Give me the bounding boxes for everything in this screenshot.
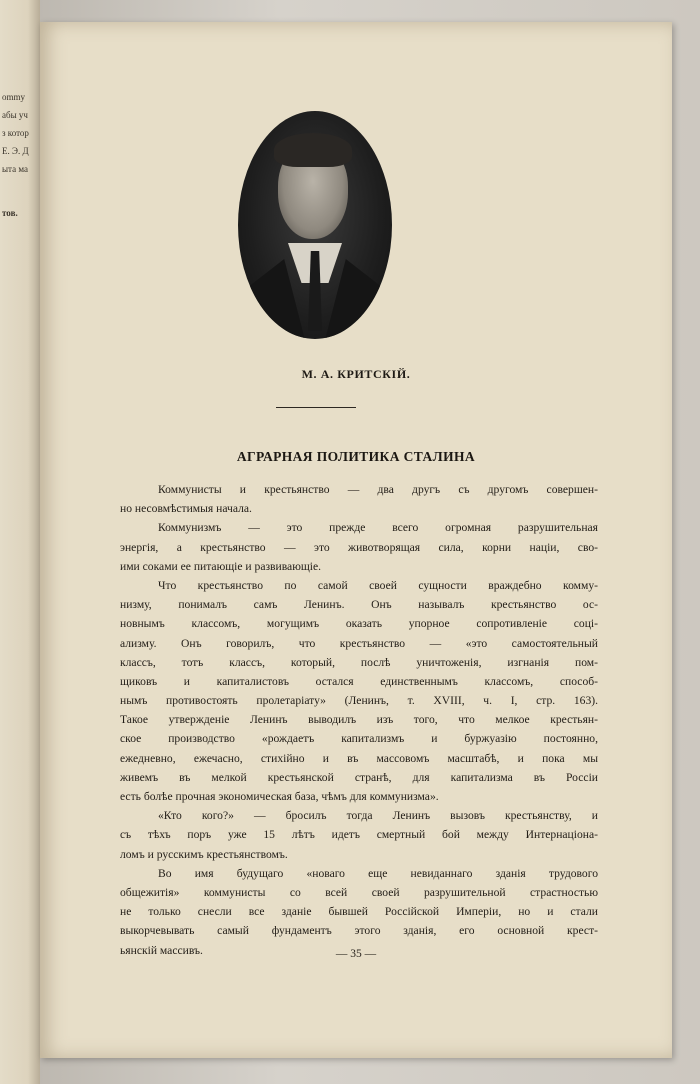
paragraph-line: классъ, тотъ классъ, который, послѣ уничтоженія, изгнанія пом-: [120, 655, 598, 669]
portrait-hair: [274, 133, 352, 167]
paragraph-line: но несовмѣстимыя начала.: [120, 502, 252, 516]
paragraph-line: съ тѣхъ поръ уже 15 лѣтъ идетъ смертный бой между Интернаціона-: [120, 828, 598, 842]
paragraph-line: ское производство «рождаетъ капитализмъ и буржуазію постоянно,: [120, 732, 598, 746]
adjacent-page-edge: [0, 0, 40, 1084]
paragraph-line: Такое утвержденіе Ленинъ выводилъ изъ того, что мелкое крестьян-: [120, 713, 598, 727]
adjacent-page-text-fragment: Е. Э. Д: [2, 146, 29, 156]
paragraph-line: ализму. Онъ говорилъ, что крестьянство — «это самостоятельный: [120, 636, 598, 650]
adjacent-page-text-fragment: ыта ма: [2, 164, 28, 174]
divider-rule: [276, 407, 356, 408]
paragraph-line: низму, понималъ самъ Ленинъ. Онъ называлъ крестьянство ос-: [120, 598, 598, 612]
paragraph-line: ломъ и русскимъ крестьянствомъ.: [120, 847, 288, 861]
article-title: АГРАРНАЯ ПОЛИТИКА СТАЛИНА: [236, 449, 476, 464]
paragraph-line: Коммунисты и крестьянство — два другъ съ другомъ совершен-: [158, 483, 598, 496]
paragraph-line: Что крестьянство по самой своей сущности враждебно комму-: [158, 578, 598, 592]
portrait-photo: [238, 111, 392, 339]
paragraph-line: щиковъ и капиталистовъ остался единственнымъ классомъ, способ-: [120, 674, 598, 688]
paragraph-line: общежитія» коммунисты со всей своей разрушительной страстностью: [120, 885, 598, 899]
adjacent-page-text-fragment: абы уч: [2, 110, 28, 120]
adjacent-page-text-fragment: з котор: [2, 128, 29, 138]
paragraph-line: нымъ противостоять пролетаріату» (Ленинъ, т. XVIII, ч. I, стр. 163).: [120, 694, 598, 708]
portrait-caption: М. А. КРИТСКІЙ.: [301, 367, 411, 381]
paragraph-line: есть болѣе прочная экономическая база, чѣмъ для коммунизма».: [120, 790, 439, 803]
paragraph-line: Коммунизмъ — это прежде всего огромная разрушительная: [158, 521, 598, 535]
paragraph-line: живемъ въ мелкой крестьянской странѣ, для капитализма въ Россіи: [120, 770, 598, 784]
adjacent-page-text-fragment: тов.: [2, 208, 18, 218]
paragraph-line: ежедневно, ежечасно, стихійно и въ массовомъ масштабѣ, и пока мы: [120, 751, 598, 765]
article-body: [120, 480, 598, 960]
paragraph-line: ьянскій массивъ.: [120, 943, 203, 957]
page-number: — 35 —: [335, 948, 377, 960]
paragraph-line: «Кто кого?» — бросилъ тогда Ленинъ вызовъ крестьянству, и: [158, 809, 598, 823]
paragraph-line: ими соками ее питающіе и развивающіе.: [120, 559, 322, 573]
paragraph-line: Во имя будущаго «новаго еще невиданнаго зданія трудового: [158, 866, 598, 880]
paragraph-line: выкорчевывать самый фундаментъ этого зданія, его основной крест-: [120, 924, 598, 938]
adjacent-page-text-fragment: ommy: [2, 92, 26, 102]
paragraph-line: новнымъ классомъ, могущимъ оказать упорное сопротивленіе соці-: [120, 617, 598, 631]
paragraph-line: энергія, а крестьянство — это животворящая сила, корни націи, сво-: [120, 540, 598, 554]
book-page: [40, 22, 672, 1058]
paragraph-line: не только снесли все зданіе бывшей Россійской Имперіи, но и стали: [120, 905, 598, 919]
